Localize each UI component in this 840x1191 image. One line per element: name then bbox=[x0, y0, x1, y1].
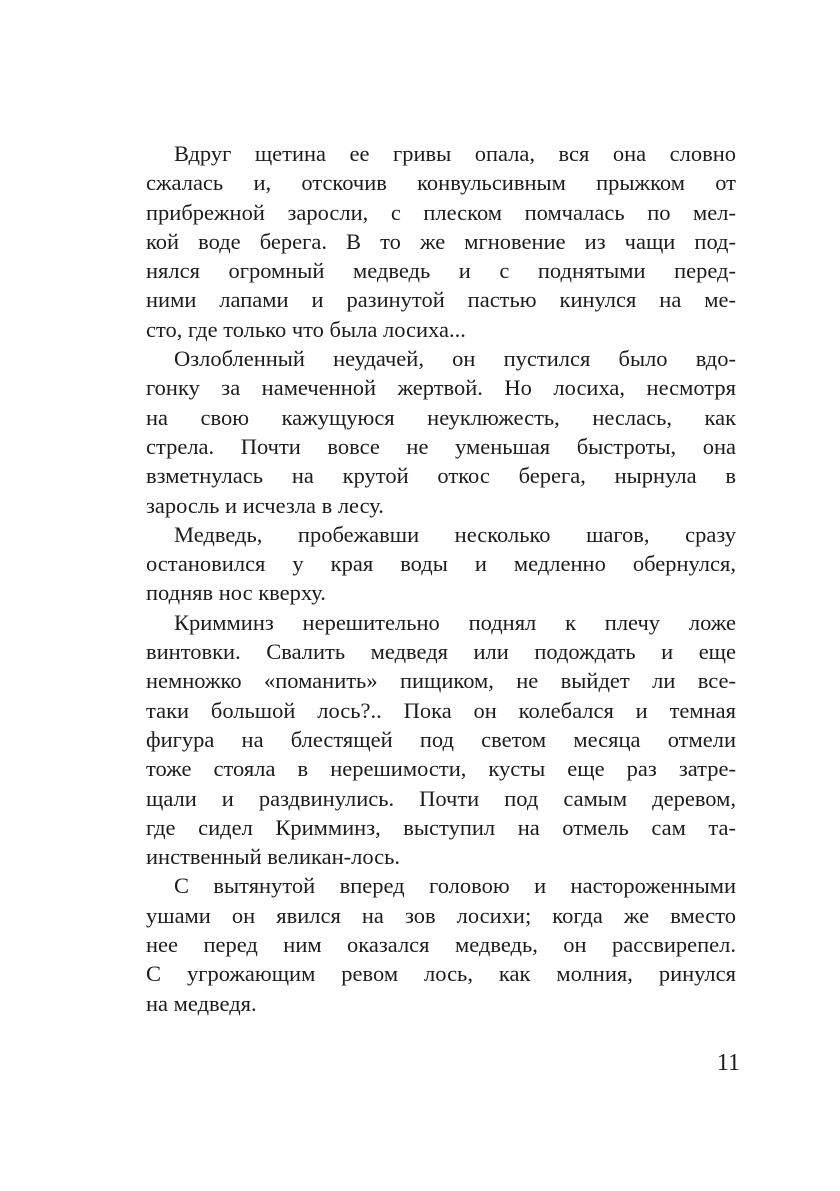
text-line: кой воде берега. В то же мгновение из чащи под- bbox=[146, 228, 736, 254]
text-line: где сидел Кримминз, выступил на отмель сам та- bbox=[146, 814, 736, 840]
text-line: С вытянутой вперед головою и настороженными bbox=[174, 873, 736, 899]
text-line: винтовки. Свалить медведя или подождать и еще bbox=[146, 639, 736, 665]
text-line: ними лапами и разинутой пастью кинулся на ме- bbox=[146, 287, 736, 313]
text-line: таки большой лось?.. Пока он колебался и темная bbox=[146, 697, 736, 723]
text-line: взметнулась на крутой откос берега, нырнула в bbox=[146, 463, 736, 489]
text-line: нее перед ним оказался медведь, он рассвирепел. bbox=[146, 932, 736, 958]
text-line: Медведь, пробежавши несколько шагов, сразу bbox=[174, 521, 736, 547]
text-line: фигура на блестящей под светом месяца отмели bbox=[146, 726, 736, 752]
text-line: тоже стояла в нерешимости, кусты еще раз затре- bbox=[146, 756, 736, 782]
text-line: щали и раздвинулись. Почти под самым деревом, bbox=[146, 785, 736, 811]
text-line: немножко «поманить» пищиком, не выйдет ли все- bbox=[146, 668, 736, 694]
text-line: сто, где только что была лосиха... bbox=[146, 316, 466, 342]
text-line: ушами он явился на зов лосихи; когда же вместо bbox=[146, 902, 736, 928]
text-line: сжалась и, отскочив конвульсивным прыжком от bbox=[146, 170, 736, 196]
text-line: остановился у края воды и медленно обернулся, bbox=[146, 551, 736, 577]
text-line: С угрожающим ревом лось, как молния, ринулся bbox=[146, 961, 736, 987]
text-line: Кримминз нерешительно поднял к плечу ложе bbox=[174, 609, 736, 635]
text-line: Озлобленный неудачей, он пустился было вдо- bbox=[174, 346, 736, 372]
text-line: на свою кажущуюся неуклюжесть, неслась, как bbox=[146, 404, 736, 430]
text-line: подняв нос кверху. bbox=[146, 580, 326, 606]
text-line: гонку за намеченной жертвой. Но лосиха, несмотря bbox=[146, 375, 736, 401]
text-line: прибрежной заросли, с плеском помчалась по мел- bbox=[146, 199, 736, 225]
text-line: на медведя. bbox=[146, 990, 257, 1016]
body-text bbox=[146, 139, 736, 1018]
text-line: Вдруг щетина ее гривы опала, вся она словно bbox=[174, 141, 736, 166]
text-line: стрела. Почти вовсе не уменьшая быстроты, она bbox=[146, 433, 736, 459]
text-line: нялся огромный медведь и с поднятыми перед- bbox=[146, 258, 736, 284]
text-line: заросль и исчезла в лесу. bbox=[146, 492, 384, 518]
text-line: инственный великан-лось. bbox=[146, 844, 401, 870]
page-number: 11 bbox=[716, 1050, 740, 1076]
